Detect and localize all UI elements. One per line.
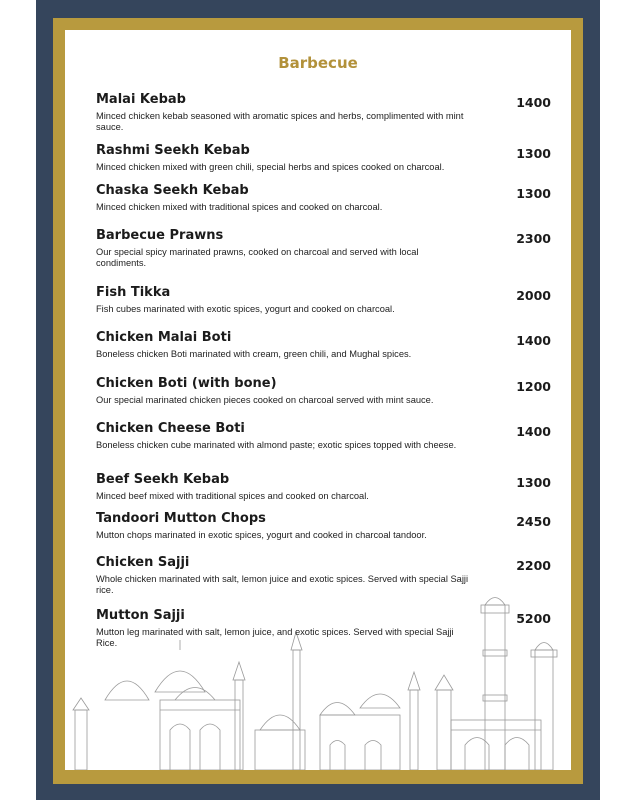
item-price: 2200 xyxy=(516,558,551,573)
item-name: Fish Tikka xyxy=(96,285,171,300)
item-description: Our special marinated chicken pieces cooked on charcoal served with mint sauce. xyxy=(96,395,434,405)
item-description: Mutton leg marinated with salt, lemon juice, and exotic spices. Served with special Sajji Rice. xyxy=(96,627,454,648)
item-price: 1300 xyxy=(516,186,551,201)
menu-item xyxy=(96,511,551,541)
menu-item xyxy=(96,92,551,133)
item-price: 1400 xyxy=(516,95,551,110)
section-title: Barbecue xyxy=(278,54,358,72)
item-name: Chicken Sajji xyxy=(96,555,190,570)
item-name: Chicken Malai Boti xyxy=(96,330,232,345)
item-name: Rashmi Seekh Kebab xyxy=(96,143,250,158)
menu-item xyxy=(96,285,551,315)
menu-page xyxy=(65,30,571,770)
item-name: Tandoori Mutton Chops xyxy=(96,511,266,526)
item-description: Minced beef mixed with traditional spices and cooked on charcoal. xyxy=(96,491,369,501)
item-name: Barbecue Prawns xyxy=(96,228,224,243)
menu-item xyxy=(96,472,551,502)
item-price: 2000 xyxy=(516,288,551,303)
menu-item xyxy=(96,376,551,406)
menu-item xyxy=(96,555,551,596)
item-price: 2450 xyxy=(516,514,551,529)
item-description: Minced chicken kebab seasoned with aromatic spices and herbs, complimented with mint sauce. xyxy=(96,111,464,132)
item-price: 1400 xyxy=(516,333,551,348)
menu-item xyxy=(96,608,551,649)
item-description: Boneless chicken Boti marinated with cream, green chili, and Mughal spices. xyxy=(96,349,412,359)
menu-item xyxy=(96,228,551,269)
item-name: Beef Seekh Kebab xyxy=(96,472,230,487)
menu-item xyxy=(96,330,551,360)
item-description: Our special spicy marinated prawns, cooked on charcoal and served with local condiments. xyxy=(96,247,419,268)
item-name: Malai Kebab xyxy=(96,92,186,107)
menu-item xyxy=(96,421,551,451)
item-price: 1300 xyxy=(516,146,551,161)
item-description: Boneless chicken cube marinated with almond paste; exotic spices topped with cheese. xyxy=(96,440,457,450)
item-price: 2300 xyxy=(516,231,551,246)
item-name: Chicken Cheese Boti xyxy=(96,421,245,436)
item-price: 1200 xyxy=(516,379,551,394)
item-description: Mutton chops marinated in exotic spices, yogurt and cooked in charcoal tandoor. xyxy=(96,530,427,540)
item-description: Minced chicken mixed with traditional spices and cooked on charcoal. xyxy=(96,202,383,212)
item-name: Mutton Sajji xyxy=(96,608,185,623)
item-description: Whole chicken marinated with salt, lemon juice and exotic spices. Served with special Sajji rice. xyxy=(96,574,469,595)
item-price: 5200 xyxy=(516,611,551,626)
item-price: 1400 xyxy=(516,424,551,439)
item-name: Chaska Seekh Kebab xyxy=(96,183,249,198)
menu-item xyxy=(96,143,551,173)
item-description: Fish cubes marinated with exotic spices, yogurt and cooked on charcoal. xyxy=(96,304,395,314)
item-name: Chicken Boti (with bone) xyxy=(96,376,277,391)
item-price: 1300 xyxy=(516,475,551,490)
item-description: Minced chicken mixed with green chili, special herbs and spices cooked on charcoal. xyxy=(96,162,445,172)
menu-item xyxy=(96,183,551,213)
